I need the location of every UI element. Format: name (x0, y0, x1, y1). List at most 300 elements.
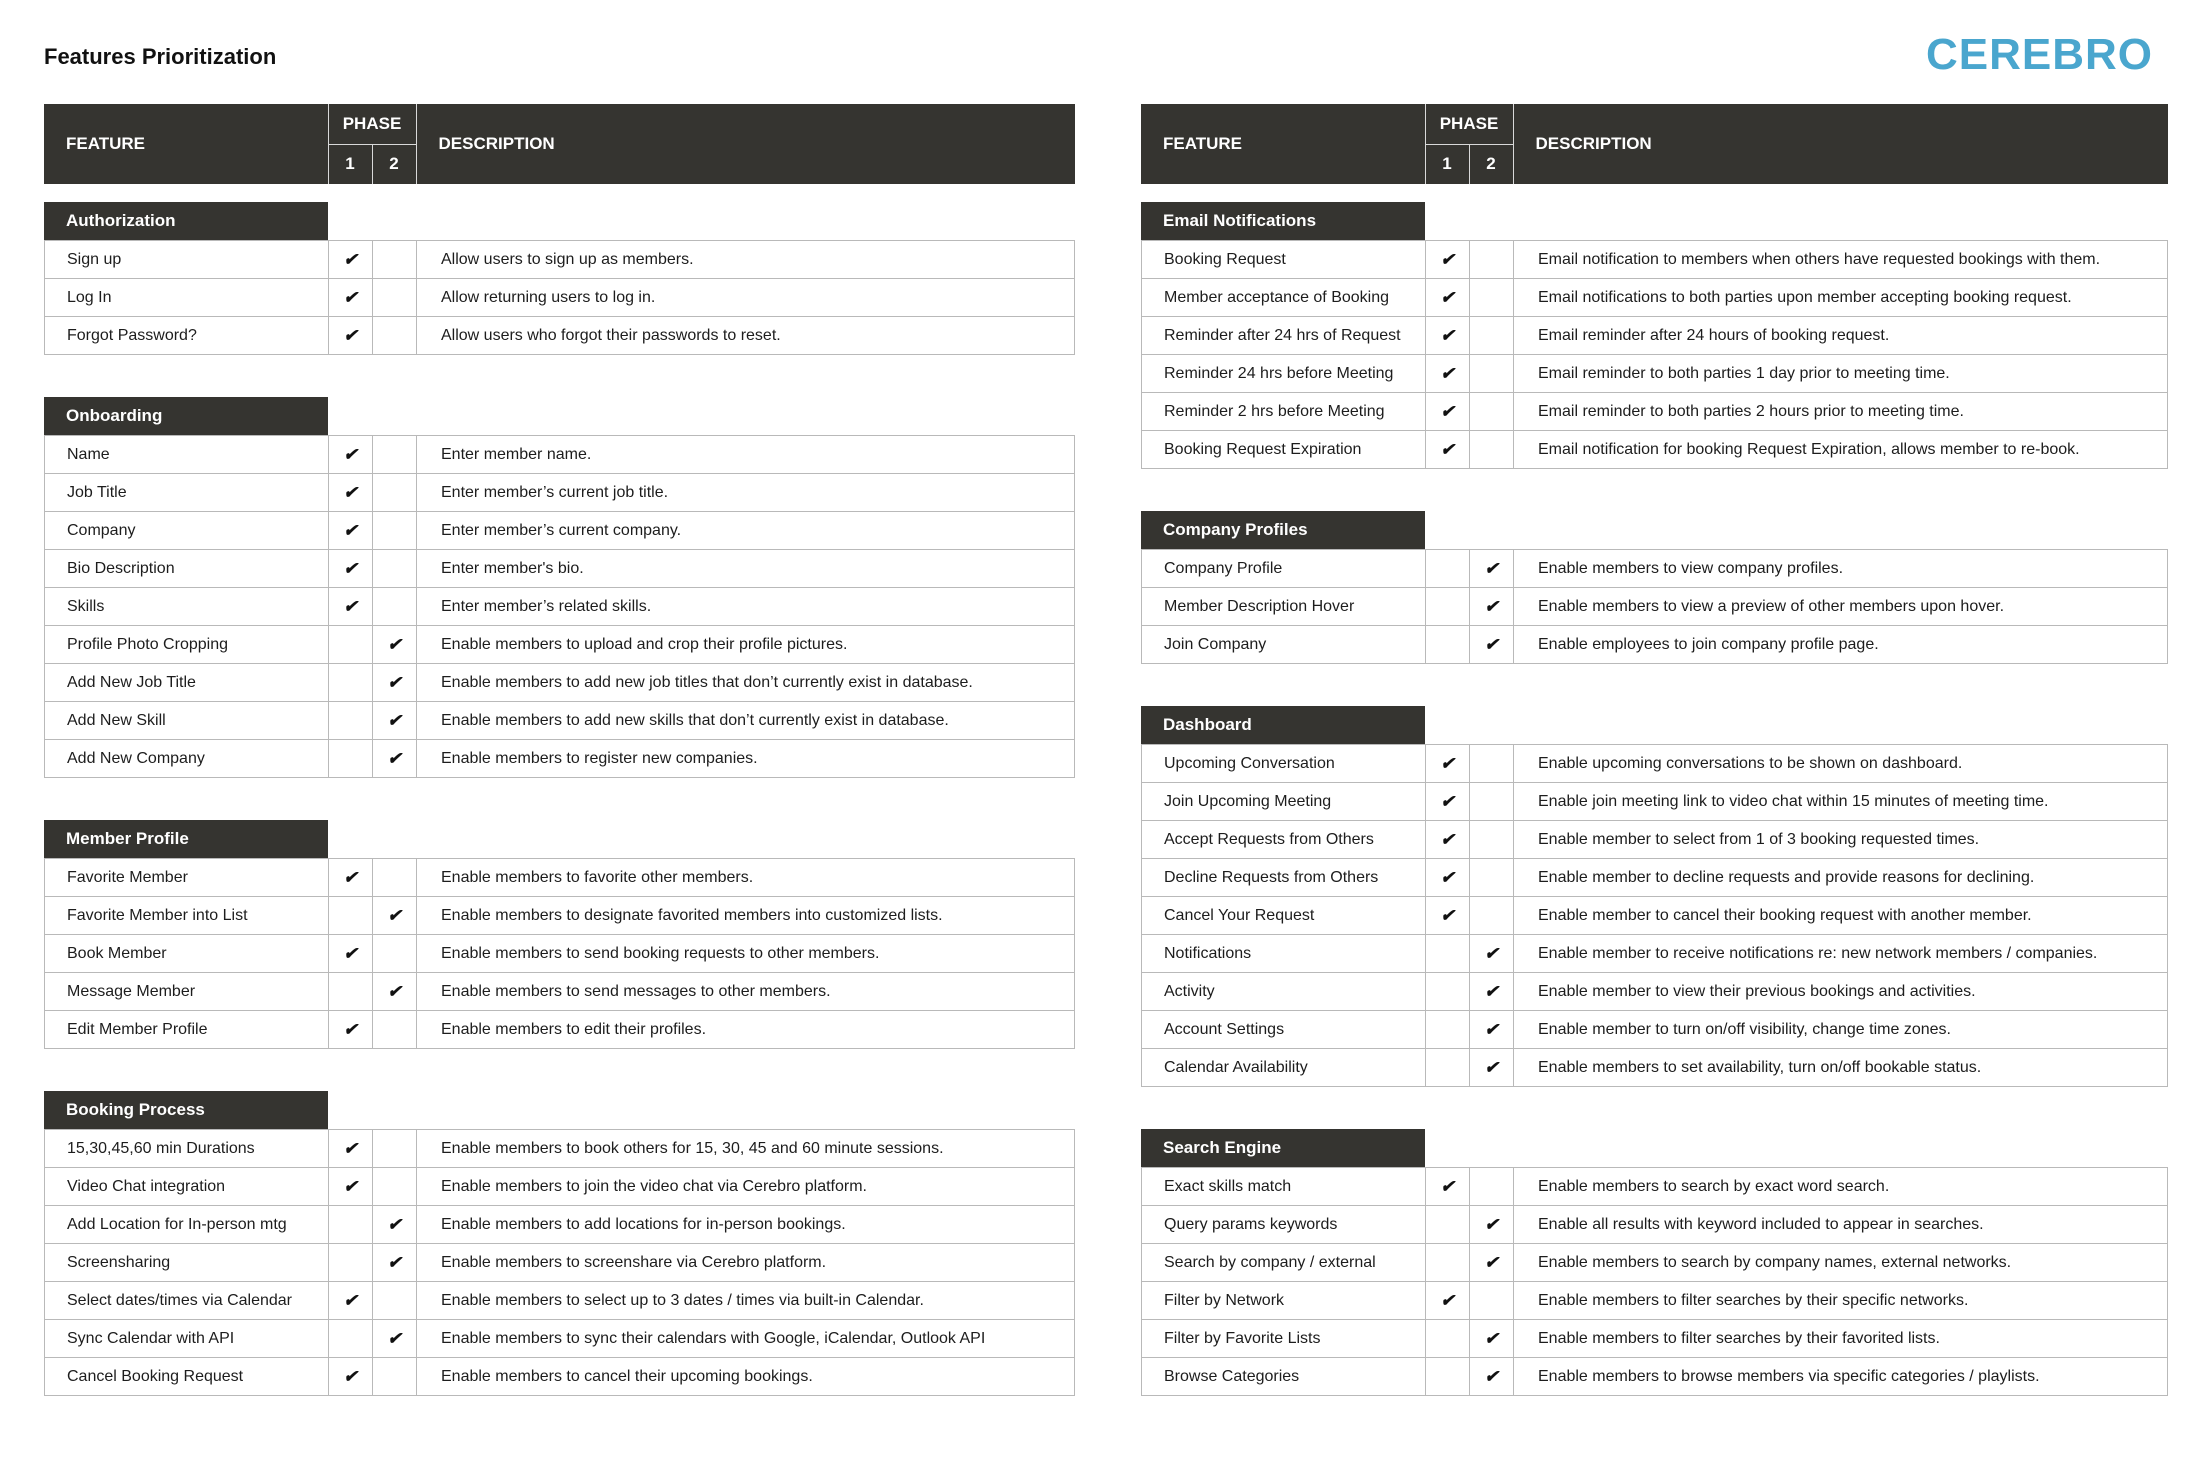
description-cell: Enter member’s current job title. (417, 474, 1075, 512)
phase-1-cell (329, 702, 373, 740)
phase-1-cell (329, 279, 373, 317)
feature-cell: Favorite Member (45, 859, 329, 897)
description-cell: Enable members to select up to 3 dates / times via built-in Calendar. (417, 1282, 1075, 1320)
phase-1-cell (1426, 821, 1470, 859)
phase-2-cell (373, 1011, 417, 1049)
table-row (45, 1011, 1075, 1049)
check-icon: ✔ (1440, 1176, 1455, 1196)
phase-2-cell (373, 1282, 417, 1320)
table-row (1142, 355, 2168, 393)
phase-2-cell (373, 512, 417, 550)
table-row (45, 317, 1075, 355)
phase-1-cell (329, 588, 373, 626)
phase-1-cell (329, 1282, 373, 1320)
table-row (45, 550, 1075, 588)
check-icon: ✔ (387, 672, 402, 692)
description-cell: Enable members to add locations for in-person bookings. (417, 1206, 1075, 1244)
phase-1-cell (1426, 626, 1470, 664)
table-row (1142, 317, 2168, 355)
feature-cell: Message Member (45, 973, 329, 1011)
feature-cell: Booking Request Expiration (1142, 431, 1426, 469)
table-row (45, 1168, 1075, 1206)
phase-2-cell (1470, 821, 1514, 859)
phase-1-cell (329, 1358, 373, 1396)
feature-cell: Name (45, 436, 329, 474)
phase-2-cell (373, 1206, 417, 1244)
phase-1-cell (1426, 745, 1470, 783)
feature-cell: Upcoming Conversation (1142, 745, 1426, 783)
phase-1-cell (329, 1320, 373, 1358)
check-icon: ✔ (387, 1328, 402, 1348)
check-icon: ✔ (1484, 1366, 1499, 1386)
check-icon: ✔ (1484, 558, 1499, 578)
feature-cell: Account Settings (1142, 1011, 1426, 1049)
feature-cell: 15,30,45,60 min Durations (45, 1130, 329, 1168)
check-icon: ✔ (1440, 439, 1455, 459)
table-row (45, 241, 1075, 279)
phase-2-cell (1470, 1011, 1514, 1049)
table-row (45, 436, 1075, 474)
description-cell: Enable members to search by company names, external networks. (1514, 1244, 2168, 1282)
table-row (1142, 1168, 2168, 1206)
phase-2-cell (1470, 1206, 1514, 1244)
phase-1-cell (1426, 1244, 1470, 1282)
description-cell: Enable member to cancel their booking request with another member. (1514, 897, 2168, 935)
feature-cell: Exact skills match (1142, 1168, 1426, 1206)
phase-1-cell (329, 897, 373, 935)
description-cell: Allow users who forgot their passwords to reset. (417, 317, 1075, 355)
phase-2-cell (373, 1244, 417, 1282)
description-cell: Enable members to sync their calendars with Google, iCalendar, Outlook API (417, 1320, 1075, 1358)
check-icon: ✔ (343, 1176, 358, 1196)
check-icon: ✔ (1440, 905, 1455, 925)
description-cell: Enable member to receive notifications re: new network members / companies. (1514, 935, 2168, 973)
check-icon: ✔ (343, 325, 358, 345)
description-cell: Enable member to view their previous bookings and activities. (1514, 973, 2168, 1011)
feature-section (1141, 706, 2168, 1087)
phase-1-cell (1426, 1206, 1470, 1244)
feature-cell: Sync Calendar with API (45, 1320, 329, 1358)
check-icon: ✔ (343, 1366, 358, 1386)
phase-1-cell (1426, 1282, 1470, 1320)
feature-cell: Browse Categories (1142, 1358, 1426, 1396)
phase-1-cell (1426, 1358, 1470, 1396)
phase-1-cell (329, 550, 373, 588)
table-row (45, 973, 1075, 1011)
table-row (45, 626, 1075, 664)
feature-header-cell: FEATURE (66, 134, 146, 153)
table-row (45, 588, 1075, 626)
check-icon: ✔ (343, 444, 358, 464)
feature-section (44, 820, 1075, 1049)
phase-1-header-cell: 1 (1425, 144, 1469, 184)
description-cell: Email reminder to both parties 2 hours prior to meeting time. (1514, 393, 2168, 431)
column-left (44, 104, 1075, 1396)
phase-2-cell (1470, 1244, 1514, 1282)
phase-1-cell (1426, 431, 1470, 469)
phase-1-cell (1426, 241, 1470, 279)
table-row (1142, 1358, 2168, 1396)
feature-cell: Add Location for In-person mtg (45, 1206, 329, 1244)
phase-2-cell (1470, 1168, 1514, 1206)
description-header-cell: DESCRIPTION (1535, 134, 1652, 153)
check-icon: ✔ (343, 558, 358, 578)
phase-1-header-cell: 1 (328, 144, 372, 184)
table-row (1142, 1282, 2168, 1320)
feature-cell: Screensharing (45, 1244, 329, 1282)
phase-2-cell (1470, 241, 1514, 279)
column-right (1141, 104, 2168, 1396)
feature-cell: Decline Requests from Others (1142, 859, 1426, 897)
description-cell: Enable members to designate favorited members into customized lists. (417, 897, 1075, 935)
table-row (45, 1320, 1075, 1358)
table-row (1142, 935, 2168, 973)
tables-area (0, 104, 2195, 1396)
phase-1-cell (1426, 393, 1470, 431)
phase-2-cell (1470, 973, 1514, 1011)
check-icon: ✔ (343, 520, 358, 540)
phase-2-cell (373, 279, 417, 317)
phase-1-cell (1426, 550, 1470, 588)
section-table (1141, 240, 2168, 469)
phase-1-cell (329, 1011, 373, 1049)
table-row (1142, 745, 2168, 783)
feature-cell: Reminder 24 hrs before Meeting (1142, 355, 1426, 393)
table-row (1142, 897, 2168, 935)
phase-1-cell (1426, 1320, 1470, 1358)
check-icon: ✔ (1484, 1019, 1499, 1039)
check-icon: ✔ (343, 1290, 358, 1310)
phase-2-cell (1470, 897, 1514, 935)
table-row (45, 474, 1075, 512)
check-icon: ✔ (387, 905, 402, 925)
description-header-cell: DESCRIPTION (438, 134, 555, 153)
description-cell: Email notification to members when others have requested bookings with them. (1514, 241, 2168, 279)
feature-cell: Add New Company (45, 740, 329, 778)
description-cell: Email notification for booking Request Expiration, allows member to re-book. (1514, 431, 2168, 469)
phase-1-cell (329, 859, 373, 897)
check-icon: ✔ (387, 1214, 402, 1234)
table-header (44, 104, 1075, 184)
phase-2-cell (1470, 1049, 1514, 1087)
check-icon: ✔ (1440, 753, 1455, 773)
phase-1-cell (1426, 859, 1470, 897)
phase-1-cell (329, 664, 373, 702)
feature-cell: Add New Job Title (45, 664, 329, 702)
feature-cell: Video Chat integration (45, 1168, 329, 1206)
description-cell: Enter member name. (417, 436, 1075, 474)
phase-2-cell (373, 1168, 417, 1206)
table-row (1142, 973, 2168, 1011)
phase-1-cell (329, 512, 373, 550)
feature-cell: Join Upcoming Meeting (1142, 783, 1426, 821)
check-icon: ✔ (1440, 867, 1455, 887)
feature-cell: Forgot Password? (45, 317, 329, 355)
section-header: Email Notifications (1141, 202, 1425, 240)
section-table (44, 435, 1075, 778)
section-header: Onboarding (44, 397, 328, 435)
table-row (45, 935, 1075, 973)
check-icon: ✔ (343, 287, 358, 307)
phase-2-cell (1470, 1320, 1514, 1358)
check-icon: ✔ (343, 596, 358, 616)
feature-cell: Log In (45, 279, 329, 317)
check-icon: ✔ (1440, 287, 1455, 307)
phase-2-header-cell: 2 (1469, 144, 1513, 184)
table-row (1142, 393, 2168, 431)
description-cell: Enable members to set availability, turn on/off bookable status. (1514, 1049, 2168, 1087)
description-cell: Enable members to search by exact word search. (1514, 1168, 2168, 1206)
description-cell: Enable members to send booking requests to other members. (417, 935, 1075, 973)
check-icon: ✔ (387, 981, 402, 1001)
table-row (45, 1282, 1075, 1320)
phase-1-cell (329, 1168, 373, 1206)
feature-section (44, 1091, 1075, 1396)
phase-1-cell (1426, 317, 1470, 355)
section-table (44, 240, 1075, 355)
check-icon: ✔ (343, 867, 358, 887)
phase-2-cell (1470, 588, 1514, 626)
phase-1-cell (329, 935, 373, 973)
phase-header-cell: PHASE (1425, 104, 1513, 144)
feature-cell: Filter by Network (1142, 1282, 1426, 1320)
table-row (1142, 241, 2168, 279)
table-row (45, 512, 1075, 550)
phase-2-cell (373, 702, 417, 740)
feature-cell: Activity (1142, 973, 1426, 1011)
feature-cell: Profile Photo Cropping (45, 626, 329, 664)
feature-cell: Job Title (45, 474, 329, 512)
description-cell: Enable member to decline requests and provide reasons for declining. (1514, 859, 2168, 897)
description-cell: Enable members to filter searches by their favorited lists. (1514, 1320, 2168, 1358)
phase-2-cell (1470, 859, 1514, 897)
table-row (1142, 550, 2168, 588)
check-icon: ✔ (1440, 249, 1455, 269)
feature-section (44, 202, 1075, 355)
phase-2-cell (373, 241, 417, 279)
phase-1-cell (329, 1244, 373, 1282)
check-icon: ✔ (1484, 1057, 1499, 1077)
phase-2-cell (373, 588, 417, 626)
phase-2-cell (373, 859, 417, 897)
feature-cell: Edit Member Profile (45, 1011, 329, 1049)
description-cell: Email reminder after 24 hours of booking request. (1514, 317, 2168, 355)
table-row (1142, 1011, 2168, 1049)
section-header: Authorization (44, 202, 328, 240)
table-row (1142, 626, 2168, 664)
phase-1-cell (329, 1130, 373, 1168)
table-row (1142, 1244, 2168, 1282)
phase-2-cell (373, 1130, 417, 1168)
table-row (45, 1130, 1075, 1168)
feature-cell: Search by company / external (1142, 1244, 1426, 1282)
check-icon: ✔ (1484, 1252, 1499, 1272)
feature-cell: Notifications (1142, 935, 1426, 973)
phase-2-cell (373, 1320, 417, 1358)
feature-cell: Favorite Member into List (45, 897, 329, 935)
phase-2-cell (1470, 783, 1514, 821)
description-cell: Enable upcoming conversations to be shown on dashboard. (1514, 745, 2168, 783)
feature-cell: Select dates/times via Calendar (45, 1282, 329, 1320)
description-cell: Enable members to upload and crop their profile pictures. (417, 626, 1075, 664)
check-icon: ✔ (1440, 791, 1455, 811)
phase-2-cell (1470, 431, 1514, 469)
phase-2-cell (373, 317, 417, 355)
phase-2-cell (1470, 355, 1514, 393)
check-icon: ✔ (1440, 325, 1455, 345)
feature-cell: Query params keywords (1142, 1206, 1426, 1244)
check-icon: ✔ (343, 1138, 358, 1158)
table-row (45, 740, 1075, 778)
check-icon: ✔ (1440, 1290, 1455, 1310)
phase-1-cell (1426, 1168, 1470, 1206)
section-table (44, 858, 1075, 1049)
feature-cell: Company Profile (1142, 550, 1426, 588)
phase-2-cell (1470, 1358, 1514, 1396)
phase-2-header-cell: 2 (372, 144, 416, 184)
check-icon: ✔ (1484, 634, 1499, 654)
feature-header-cell: FEATURE (1163, 134, 1243, 153)
table-row (45, 897, 1075, 935)
phase-1-cell (329, 740, 373, 778)
section-header: Booking Process (44, 1091, 328, 1129)
feature-cell: Reminder after 24 hrs of Request (1142, 317, 1426, 355)
check-icon: ✔ (387, 710, 402, 730)
table-row (1142, 1049, 2168, 1087)
feature-cell: Company (45, 512, 329, 550)
check-icon: ✔ (343, 482, 358, 502)
phase-2-cell (373, 664, 417, 702)
feature-cell: Book Member (45, 935, 329, 973)
phase-2-cell (373, 935, 417, 973)
feature-cell: Cancel Booking Request (45, 1358, 329, 1396)
feature-cell: Add New Skill (45, 702, 329, 740)
feature-cell: Reminder 2 hrs before Meeting (1142, 393, 1426, 431)
section-table (1141, 1167, 2168, 1396)
feature-section (44, 397, 1075, 778)
description-cell: Enable members to edit their profiles. (417, 1011, 1075, 1049)
description-cell: Enable members to cancel their upcoming bookings. (417, 1358, 1075, 1396)
table-header (1141, 104, 2168, 184)
description-cell: Enable join meeting link to video chat within 15 minutes of meeting time. (1514, 783, 2168, 821)
description-cell: Allow users to sign up as members. (417, 241, 1075, 279)
section-header: Company Profiles (1141, 511, 1425, 549)
description-cell: Enter member’s current company. (417, 512, 1075, 550)
section-header: Member Profile (44, 820, 328, 858)
description-cell: Enable members to register new companies. (417, 740, 1075, 778)
phase-2-cell (1470, 626, 1514, 664)
phase-2-cell (1470, 745, 1514, 783)
feature-section (1141, 1129, 2168, 1396)
phase-2-cell (1470, 550, 1514, 588)
feature-cell: Booking Request (1142, 241, 1426, 279)
table-row (45, 279, 1075, 317)
table-row (45, 1206, 1075, 1244)
check-icon: ✔ (1440, 363, 1455, 383)
check-icon: ✔ (343, 249, 358, 269)
phase-1-cell (329, 1206, 373, 1244)
table-row (45, 702, 1075, 740)
description-cell: Email notifications to both parties upon member accepting booking request. (1514, 279, 2168, 317)
phase-2-cell (1470, 935, 1514, 973)
section-table (1141, 549, 2168, 664)
check-icon: ✔ (343, 943, 358, 963)
description-cell: Enable member to turn on/off visibility, change time zones. (1514, 1011, 2168, 1049)
table-row (45, 1358, 1075, 1396)
cerebro-logo: CEREBRO (1925, 30, 2153, 79)
phase-1-cell (329, 626, 373, 664)
check-icon: ✔ (387, 1252, 402, 1272)
phase-1-cell (1426, 897, 1470, 935)
phase-2-cell (1470, 393, 1514, 431)
check-icon: ✔ (1484, 981, 1499, 1001)
feature-cell: Member acceptance of Booking (1142, 279, 1426, 317)
table-row (1142, 1206, 2168, 1244)
phase-header-cell: PHASE (328, 104, 416, 144)
description-cell: Enable employees to join company profile page. (1514, 626, 2168, 664)
feature-cell: Join Company (1142, 626, 1426, 664)
check-icon: ✔ (1440, 829, 1455, 849)
section-header: Dashboard (1141, 706, 1425, 744)
phase-1-cell (329, 317, 373, 355)
section-table (1141, 744, 2168, 1087)
feature-cell: Skills (45, 588, 329, 626)
feature-cell: Sign up (45, 241, 329, 279)
description-cell: Enable members to send messages to other members. (417, 973, 1075, 1011)
phase-1-cell (329, 241, 373, 279)
phase-2-cell (1470, 317, 1514, 355)
section-table (44, 1129, 1075, 1396)
feature-cell: Filter by Favorite Lists (1142, 1320, 1426, 1358)
description-cell: Enable member to select from 1 of 3 booking requested times. (1514, 821, 2168, 859)
phase-2-cell (373, 897, 417, 935)
feature-cell: Cancel Your Request (1142, 897, 1426, 935)
check-icon: ✔ (1484, 1214, 1499, 1234)
section-header: Search Engine (1141, 1129, 1425, 1167)
phase-1-cell (1426, 783, 1470, 821)
feature-section (1141, 511, 2168, 664)
table-row (1142, 431, 2168, 469)
feature-cell: Accept Requests from Others (1142, 821, 1426, 859)
phase-1-cell (1426, 279, 1470, 317)
page-title: Features Prioritization (44, 44, 277, 69)
phase-1-cell (1426, 973, 1470, 1011)
phase-1-cell (1426, 935, 1470, 973)
table-row (1142, 279, 2168, 317)
check-icon: ✔ (387, 748, 402, 768)
table-row (45, 664, 1075, 702)
phase-1-cell (1426, 355, 1470, 393)
check-icon: ✔ (343, 1019, 358, 1039)
table-row (1142, 859, 2168, 897)
description-cell: Enable members to browse members via specific categories / playlists. (1514, 1358, 2168, 1396)
phase-1-cell (1426, 1049, 1470, 1087)
phase-1-cell (1426, 588, 1470, 626)
description-cell: Enter member’s related skills. (417, 588, 1075, 626)
description-cell: Enable members to add new skills that don’t currently exist in database. (417, 702, 1075, 740)
description-cell: Enable members to screenshare via Cerebro platform. (417, 1244, 1075, 1282)
check-icon: ✔ (1484, 1328, 1499, 1348)
description-cell: Enable members to join the video chat via Cerebro platform. (417, 1168, 1075, 1206)
description-cell: Enable members to add new job titles that don’t currently exist in database. (417, 664, 1075, 702)
description-cell: Email reminder to both parties 1 day prior to meeting time. (1514, 355, 2168, 393)
check-icon: ✔ (1484, 943, 1499, 963)
phase-2-cell (373, 740, 417, 778)
table-row (45, 1244, 1075, 1282)
phase-1-cell (329, 436, 373, 474)
table-row (45, 859, 1075, 897)
phase-2-cell (373, 973, 417, 1011)
